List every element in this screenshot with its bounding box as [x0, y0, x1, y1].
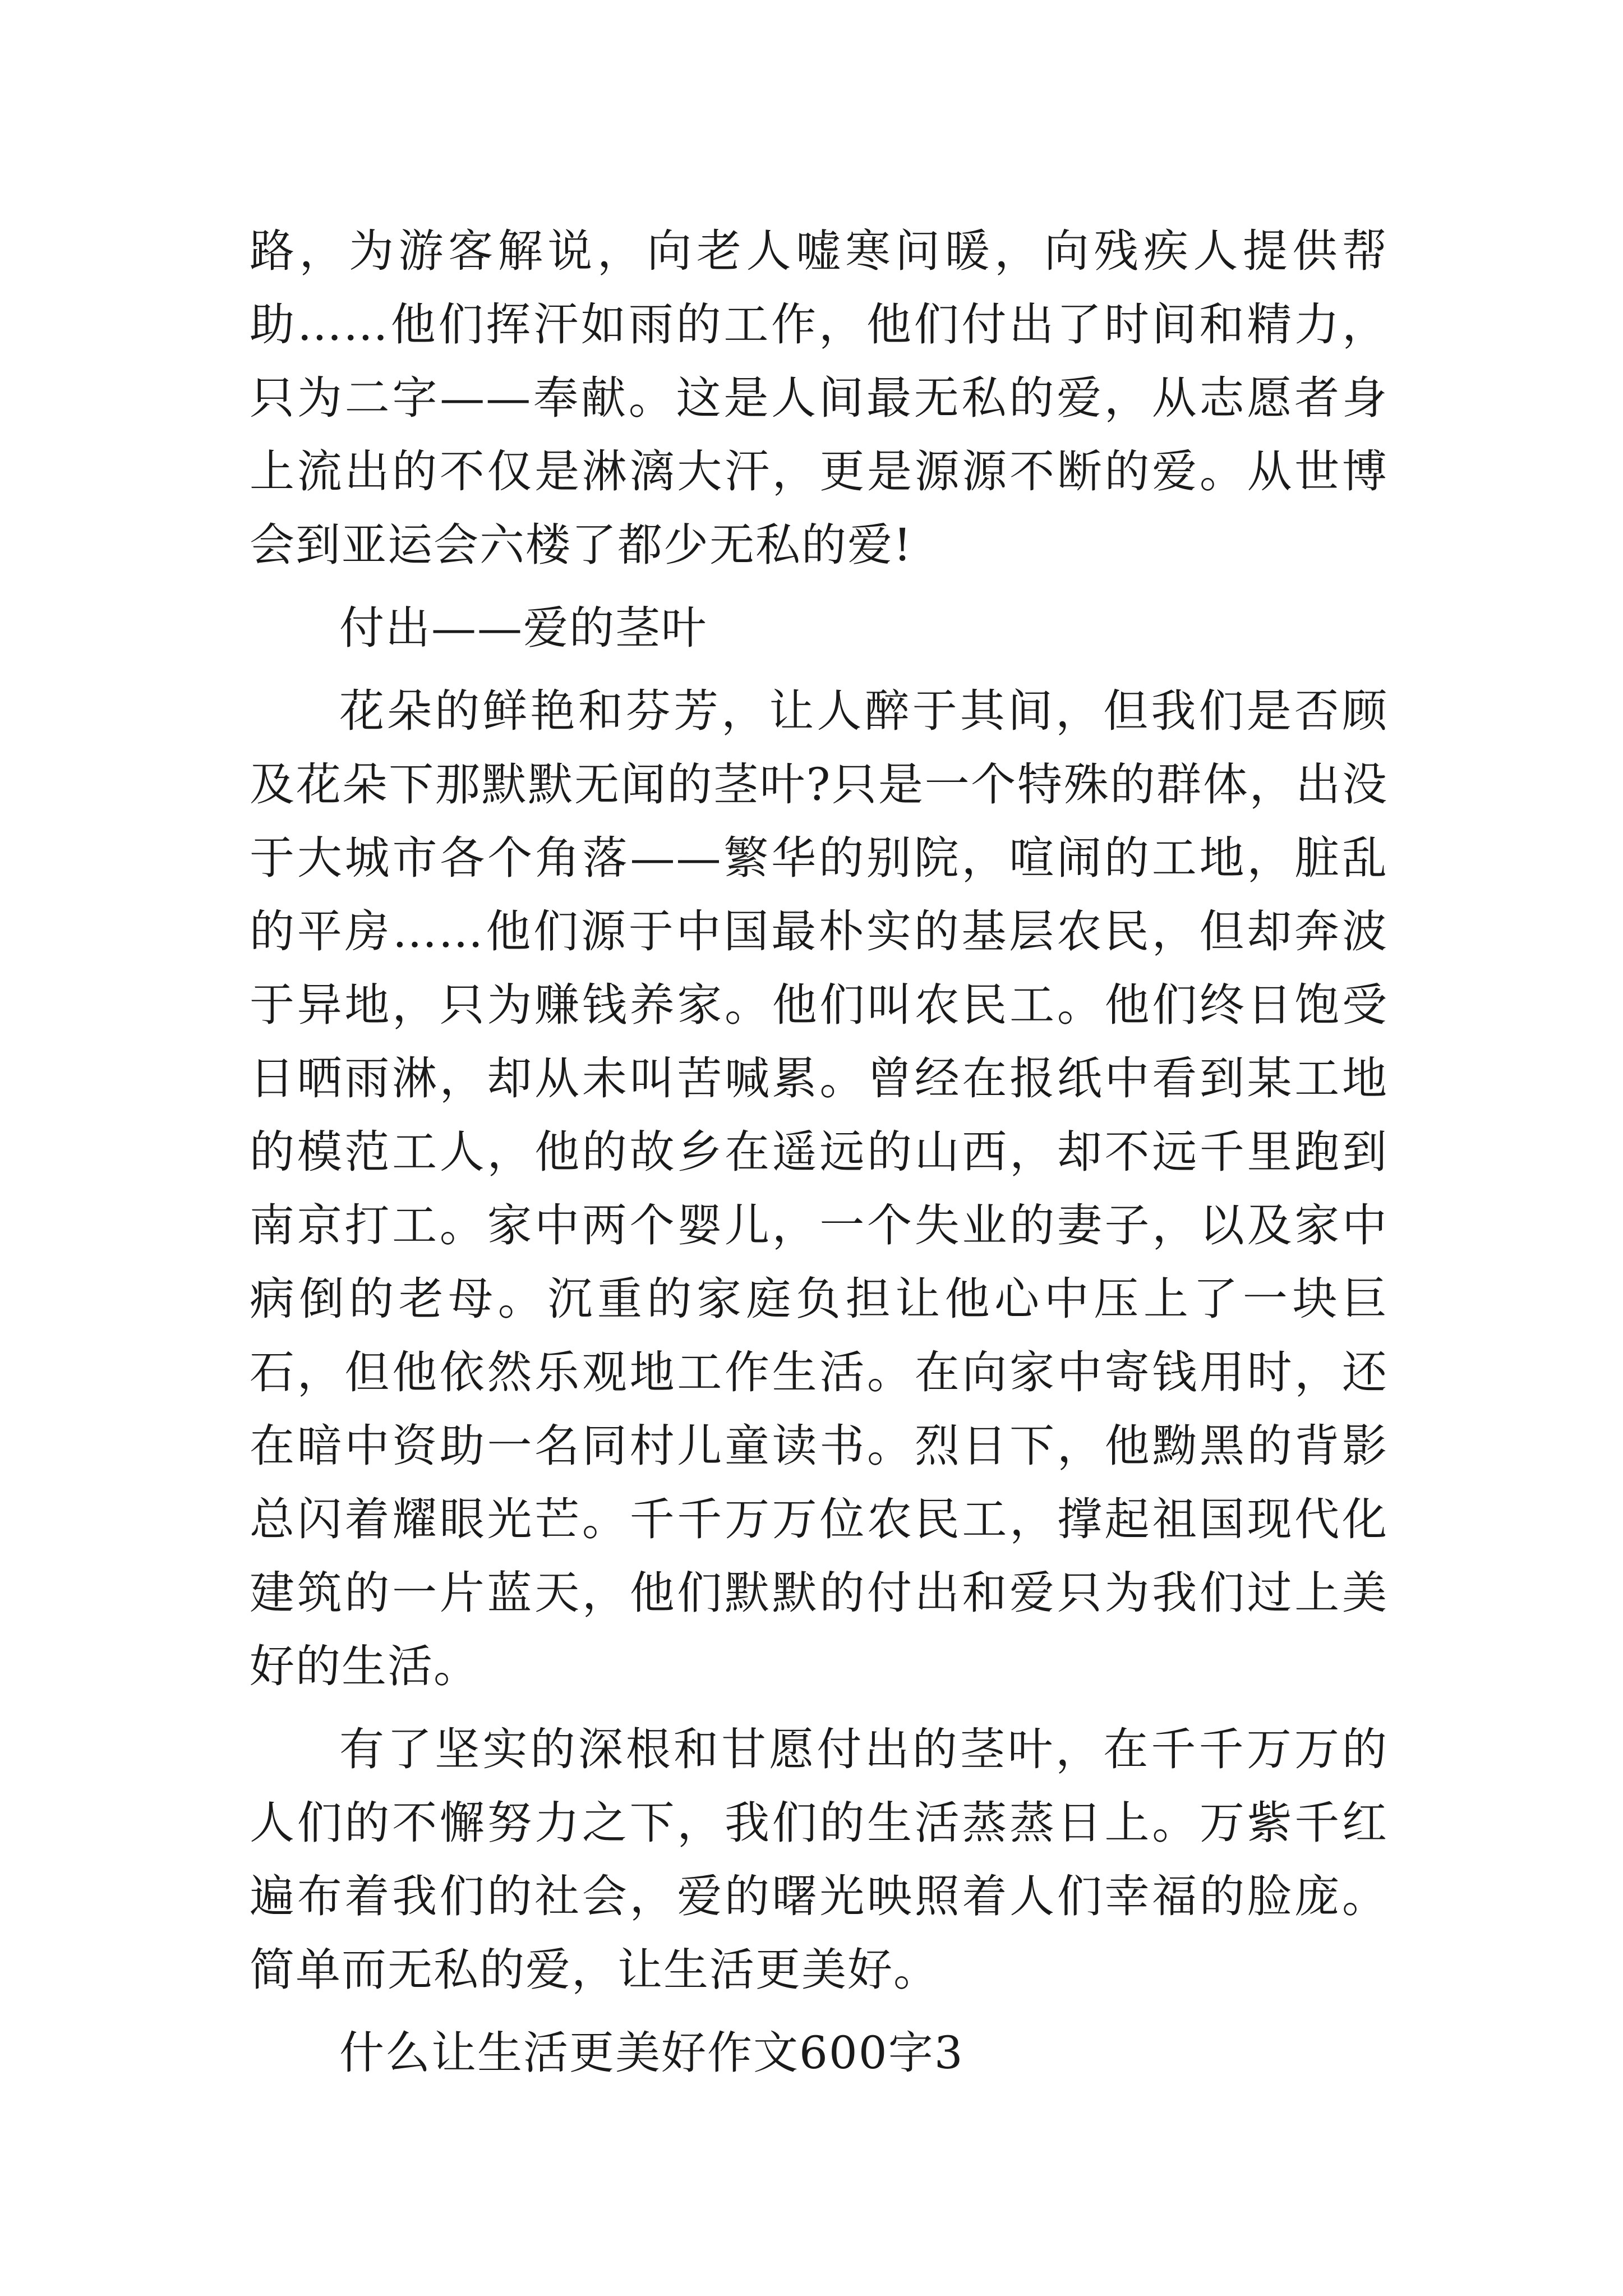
section-heading-stems: 付出——爱的茎叶: [339, 602, 707, 654]
paragraph-conclusion: 有了坚实的深根和甘愿付出的茎叶，在千千万万的人们的不懈努力之下，我们的生活蒸蒸日上。万紫千红遍布着我们的社会，爱的曙光映照着人们幸福的脸庞。简单而无私的爱，让生活更美好。: [250, 1723, 1388, 1996]
paragraph-volunteers: 路，为游客解说，向老人嘘寒问暖，向残疾人提供帮助……他们挥汗如雨的工作，他们付出了时间和精力，只为二字——奉献。这是人间最无私的爱，从志愿者身上流出的不仅是淋漓大汗，更是源源不断的爱。从世博会到亚运会六楼了都少无私的爱!: [250, 225, 1388, 571]
document-body: [250, 214, 1388, 2099]
essay-title-3: 什么让生活更美好作文600字3: [339, 2027, 964, 2079]
paragraph-migrant-workers: 花朵的鲜艳和芬芳，让人醉于其间，但我们是否顾及花朵下那默默无闻的茎叶?只是一个特殊的群体，出没于大城市各个角落——繁华的别院，喧闹的工地，脏乱的平房……他们源于中国最朴实的基层农民，但却奔波于异地，只为赚钱养家。他们叫农民工。他们终日饱受日晒雨淋，却从未叫苦喊累。曾经在报纸中看到某工地的模范工人，他的故乡在遥远的山西，却不远千里跑到南京打工。家中两个婴儿，一个失业的妻子，以及家中病倒的老母。沉重的家庭负担让他心中压上了一块巨石，但他依然乐观地工作生活。在向家中寄钱用时，还在暗中资助一名同村儿童读书。烈日下，他黝黑的背影总闪着耀眼光芒。千千万万位农民工，撑起祖国现代化建筑的一片蓝天，他们默默的付出和爱只为我们过上美好的生活。: [250, 685, 1388, 1692]
